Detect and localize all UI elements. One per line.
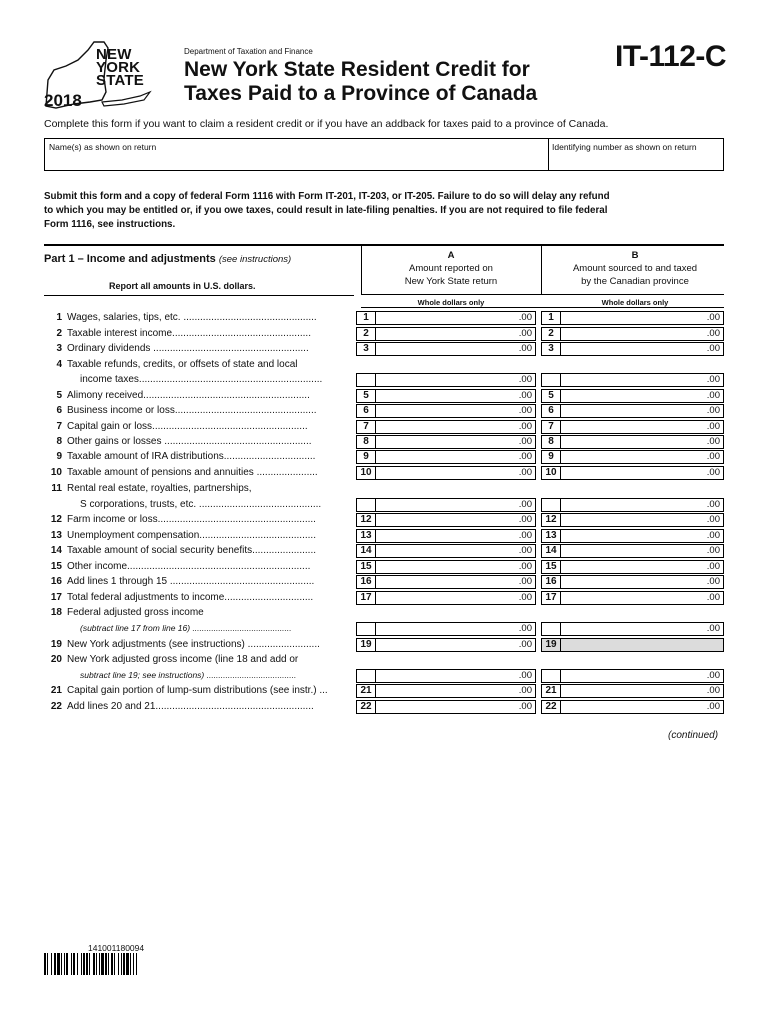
line-description: Ordinary dividends ........................................................ [67, 343, 309, 354]
line-11-column-b-field[interactable] [541, 498, 724, 512]
line-description: Taxable amount of social security benefits....................... [67, 545, 316, 556]
barcode-bar [44, 953, 46, 975]
intro-text: Complete this form if you want to claim a resident credit or if you have an addback for taxes paid to a province of Canada. [44, 118, 609, 130]
line-description: Rental real estate, royalties, partnerships, [67, 483, 252, 494]
barcode-bar [83, 953, 85, 975]
cents-value: .00 [518, 576, 532, 587]
line-7-column-b-field[interactable] [541, 420, 724, 434]
cents-value: .00 [518, 561, 532, 572]
report-usd-note: Report all amounts in U.S. dollars. [109, 281, 256, 291]
line-22-column-a-field[interactable] [356, 700, 536, 714]
barcode-bar [123, 953, 125, 975]
line-description: Unemployment compensation.......................................... [67, 530, 316, 541]
line-description: New York adjustments (see instructions) .......................... [67, 639, 320, 650]
box-number: 22 [542, 701, 561, 713]
box-number: 6 [357, 405, 376, 417]
line-number: 21 [50, 685, 62, 696]
cents-value: .00 [518, 701, 532, 712]
line-17-column-b-field[interactable] [541, 591, 724, 605]
cents-value: .00 [518, 421, 532, 432]
barcode-bar [101, 953, 104, 975]
line-4-column-b-field[interactable] [541, 373, 724, 387]
box-number [357, 374, 376, 386]
barcode-bar [105, 953, 107, 975]
line-14-column-a-field[interactable] [356, 544, 536, 558]
line-15-column-a-field[interactable] [356, 560, 536, 574]
column-b-whole-dollars: Whole dollars only [601, 298, 669, 307]
line-description: Alimony received............................................................ [67, 390, 310, 401]
line-description: Taxable interest income.................................................. [67, 328, 311, 339]
box-number: 14 [357, 545, 376, 557]
box-number: 14 [542, 545, 561, 557]
box-number: 7 [357, 421, 376, 433]
cents-value: .00 [518, 545, 532, 556]
box-number: 5 [542, 390, 561, 402]
cents-value: .00 [706, 545, 720, 556]
barcode-bar [73, 953, 75, 975]
barcode-number: 141001180094 [88, 943, 145, 953]
barcode-bar [51, 953, 52, 975]
cents-value: .00 [518, 390, 532, 401]
cents-value: .00 [706, 451, 720, 462]
line-12-column-b-field[interactable] [541, 513, 724, 527]
line-3-column-a-field[interactable] [356, 342, 536, 356]
box-number: 15 [357, 561, 376, 573]
box-number [357, 499, 376, 511]
line-4-column-a-field[interactable] [356, 373, 536, 387]
cents-value: .00 [518, 639, 532, 650]
line-18-column-a-field[interactable] [356, 622, 536, 636]
line-number: 1 [56, 312, 62, 323]
cents-value: .00 [518, 328, 532, 339]
line-number: 14 [50, 545, 62, 556]
line-8-column-b-field[interactable] [541, 435, 724, 449]
line-19-column-a-field[interactable] [356, 638, 536, 652]
line-number: 15 [50, 561, 62, 572]
cents-value: .00 [518, 499, 532, 510]
column-b-header: B Amount sourced to and taxed by the Canadian province [572, 250, 698, 287]
tax-year: 2018 [44, 91, 82, 110]
line-21-column-b-field[interactable] [541, 684, 724, 698]
logo-wordmark: NEW YORK STATE [96, 46, 144, 89]
line-number: 19 [50, 639, 62, 650]
barcode-bar [121, 953, 122, 975]
line-description: Wages, salaries, tips, etc. ................................................ [67, 312, 317, 323]
cents-value: .00 [706, 499, 720, 510]
box-number [542, 670, 561, 682]
name-field-label: Name(s) as shown on return [49, 142, 157, 152]
cents-value: .00 [706, 576, 720, 587]
cents-value: .00 [706, 436, 720, 447]
cents-value: .00 [518, 592, 532, 603]
box-number: 17 [357, 592, 376, 604]
box-number: 9 [357, 451, 376, 463]
line-description: Taxable amount of pensions and annuities ...................... [67, 467, 318, 478]
department-name: Department of Taxation and Finance [184, 47, 313, 56]
barcode-bar [86, 953, 88, 975]
barcode-bar [66, 953, 68, 975]
submit-instructions: Submit this form and a copy of federal Form 1116 with Form IT-201, IT-203, or IT-205. Failure to do so will delay any refund to which you may be entitled or, if you owe taxes, could result in late-filing penalties. If you are not required to file federal Form 1116, see instructions. [44, 191, 610, 230]
cents-value: .00 [706, 390, 720, 401]
barcode-bar [93, 953, 95, 975]
cents-value: .00 [518, 514, 532, 525]
line-10-column-b-field[interactable] [541, 466, 724, 480]
barcode-bar [99, 953, 100, 975]
line-number: 7 [56, 421, 62, 432]
cents-value: .00 [706, 467, 720, 478]
barcode-bar [111, 953, 113, 975]
line-description: New York adjusted gross income (line 18 and add or [67, 654, 299, 665]
line-16-column-b-field[interactable] [541, 575, 724, 589]
line-6-column-a-field[interactable] [356, 404, 536, 418]
line-3-column-b-field[interactable] [541, 342, 724, 356]
box-number: 1 [542, 312, 561, 324]
line-description: Business income or loss................................................... [67, 405, 317, 416]
line-11-column-a-field[interactable] [356, 498, 536, 512]
box-number: 3 [357, 343, 376, 355]
cents-value: .00 [706, 328, 720, 339]
line-number: 12 [50, 514, 62, 525]
cents-value: .00 [706, 343, 720, 354]
cents-value: .00 [518, 685, 532, 696]
line-number: 11 [51, 483, 62, 494]
box-number: 9 [542, 451, 561, 463]
line-number: 2 [56, 328, 62, 339]
box-number: 12 [357, 514, 376, 526]
box-number: 15 [542, 561, 561, 573]
cents-value: .00 [518, 343, 532, 354]
cents-value: .00 [518, 405, 532, 416]
line-description: subtract line 19; see instructions) ...................................... [80, 670, 297, 680]
line-16-column-a-field[interactable] [356, 575, 536, 589]
line-number: 13 [50, 530, 62, 541]
line-19-column-b-field [541, 638, 724, 652]
barcode-bar [108, 953, 109, 975]
box-number: 13 [542, 530, 561, 542]
line-number: 18 [50, 607, 62, 618]
line-description: income taxes.................................................................. [80, 374, 323, 385]
barcode-bar [81, 953, 82, 975]
column-a-header: A Amount reported on New York State return [404, 250, 498, 287]
line-12-column-a-field[interactable] [356, 513, 536, 527]
box-number: 13 [357, 530, 376, 542]
cents-value: .00 [706, 514, 720, 525]
line-number: 4 [56, 359, 62, 370]
cents-value: .00 [518, 670, 532, 681]
line-13-column-b-field[interactable] [541, 529, 724, 543]
box-number: 12 [542, 514, 561, 526]
box-number [542, 499, 561, 511]
name-identification-box [44, 138, 724, 171]
line-description: Other gains or losses ..................................................... [67, 436, 312, 447]
line-description: (subtract line 17 from line 16) .......................................... [80, 623, 292, 633]
barcode-bar [133, 953, 134, 975]
line-1-column-b-field[interactable] [541, 311, 724, 325]
barcode-bar [77, 953, 78, 975]
line-17-column-a-field[interactable] [356, 591, 536, 605]
barcode-bar [89, 953, 90, 975]
line-1-column-a-field[interactable] [356, 311, 536, 325]
box-number [357, 670, 376, 682]
line-description: Farm income or loss......................................................... [67, 514, 316, 525]
barcode-bar [54, 953, 56, 975]
barcode-bar [71, 953, 72, 975]
box-number [542, 374, 561, 386]
box-number: 8 [357, 436, 376, 448]
line-number: 22 [50, 701, 62, 712]
barcode-bar [61, 953, 62, 975]
cents-value: .00 [518, 623, 532, 634]
line-2-column-b-field[interactable] [541, 327, 724, 341]
line-18-column-b-field[interactable] [541, 622, 724, 636]
box-number: 8 [542, 436, 561, 448]
box-number [542, 623, 561, 635]
column-a-whole-dollars: Whole dollars only [417, 298, 485, 307]
cents-value: .00 [706, 592, 720, 603]
cents-value: .00 [518, 374, 532, 385]
line-description: Capital gain or loss........................................................ [67, 421, 308, 432]
barcode-bar [57, 953, 60, 975]
form-number: IT-112-C [615, 40, 727, 73]
continued-note: (continued) [668, 730, 719, 741]
box-number: 1 [357, 312, 376, 324]
line-9-column-a-field[interactable] [356, 450, 536, 464]
line-number: 10 [50, 467, 62, 478]
box-number: 22 [357, 701, 376, 713]
line-description: Capital gain portion of lump-sum distributions (see instr.) ... [67, 685, 328, 696]
box-number: 2 [357, 328, 376, 340]
cents-value: .00 [518, 467, 532, 478]
line-number: 20 [50, 654, 62, 665]
line-description: Other income.................................................................. [67, 561, 311, 572]
cents-value: .00 [518, 451, 532, 462]
barcode-bar [126, 953, 129, 975]
barcode-image [44, 953, 194, 975]
line-20-column-b-field[interactable] [541, 669, 724, 683]
box-number: 16 [357, 576, 376, 588]
form-title: New York State Resident Credit for Taxes Paid to a Province of Canada [184, 58, 538, 105]
cents-value: .00 [706, 312, 720, 323]
box-number: 16 [542, 576, 561, 588]
cents-value: .00 [706, 405, 720, 416]
line-description: S corporations, trusts, etc. ............................................ [80, 499, 322, 510]
box-number: 3 [542, 343, 561, 355]
line-description: Taxable refunds, credits, or offsets of state and local [67, 359, 298, 370]
line-13-column-a-field[interactable] [356, 529, 536, 543]
barcode-bar [96, 953, 97, 975]
box-number: 17 [542, 592, 561, 604]
box-number: 21 [357, 685, 376, 697]
line-number: 6 [56, 405, 62, 416]
cents-value: .00 [518, 436, 532, 447]
barcode-bar [130, 953, 131, 975]
line-2-column-a-field[interactable] [356, 327, 536, 341]
line-9-column-b-field[interactable] [541, 450, 724, 464]
line-number: 16 [50, 576, 62, 587]
line-number: 5 [56, 390, 62, 401]
cents-value: .00 [706, 623, 720, 634]
line-6-column-b-field[interactable] [541, 404, 724, 418]
cents-value: .00 [706, 530, 720, 541]
line-14-column-b-field[interactable] [541, 544, 724, 558]
line-description: Taxable amount of IRA distributions................................. [67, 451, 316, 462]
line-number: 9 [56, 451, 62, 462]
line-number: 17 [50, 592, 62, 603]
line-20-column-a-field[interactable] [356, 669, 536, 683]
box-number: 19 [357, 639, 376, 651]
cents-value: .00 [706, 421, 720, 432]
cents-value: .00 [518, 530, 532, 541]
line-description: Federal adjusted gross income [67, 607, 204, 618]
cents-value: .00 [706, 374, 720, 385]
line-description: Add lines 1 through 15 .................................................... [67, 576, 315, 587]
box-number: 19 [542, 639, 561, 651]
barcode-bar [47, 953, 48, 975]
part1-title: Part 1 – Income and adjustments (see instructions) [44, 253, 292, 265]
line-22-column-b-field[interactable] [541, 700, 724, 714]
barcode-bar [64, 953, 65, 975]
line-8-column-a-field[interactable] [356, 435, 536, 449]
line-7-column-a-field[interactable] [356, 420, 536, 434]
box-number: 5 [357, 390, 376, 402]
line-15-column-b-field[interactable] [541, 560, 724, 574]
cents-value: .00 [706, 685, 720, 696]
cents-value: .00 [706, 561, 720, 572]
box-number: 10 [542, 467, 561, 479]
box-number: 2 [542, 328, 561, 340]
barcode-bar [118, 953, 119, 975]
line-description: Add lines 20 and 21......................................................... [67, 701, 314, 712]
line-21-column-a-field[interactable] [356, 684, 536, 698]
barcode-bar [136, 953, 137, 975]
line-number: 3 [56, 343, 62, 354]
box-number [357, 623, 376, 635]
cents-value: .00 [518, 312, 532, 323]
line-5-column-a-field[interactable] [356, 389, 536, 403]
box-number: 6 [542, 405, 561, 417]
cents-value: .00 [706, 701, 720, 712]
line-number: 8 [56, 436, 62, 447]
box-number: 10 [357, 467, 376, 479]
id-number-field-label: Identifying number as shown on return [552, 142, 697, 152]
barcode-bar [114, 953, 115, 975]
line-5-column-b-field[interactable] [541, 389, 724, 403]
cents-value: .00 [706, 670, 720, 681]
line-description: Total federal adjustments to income................................ [67, 592, 314, 603]
box-number: 21 [542, 685, 561, 697]
line-10-column-a-field[interactable] [356, 466, 536, 480]
box-number: 7 [542, 421, 561, 433]
